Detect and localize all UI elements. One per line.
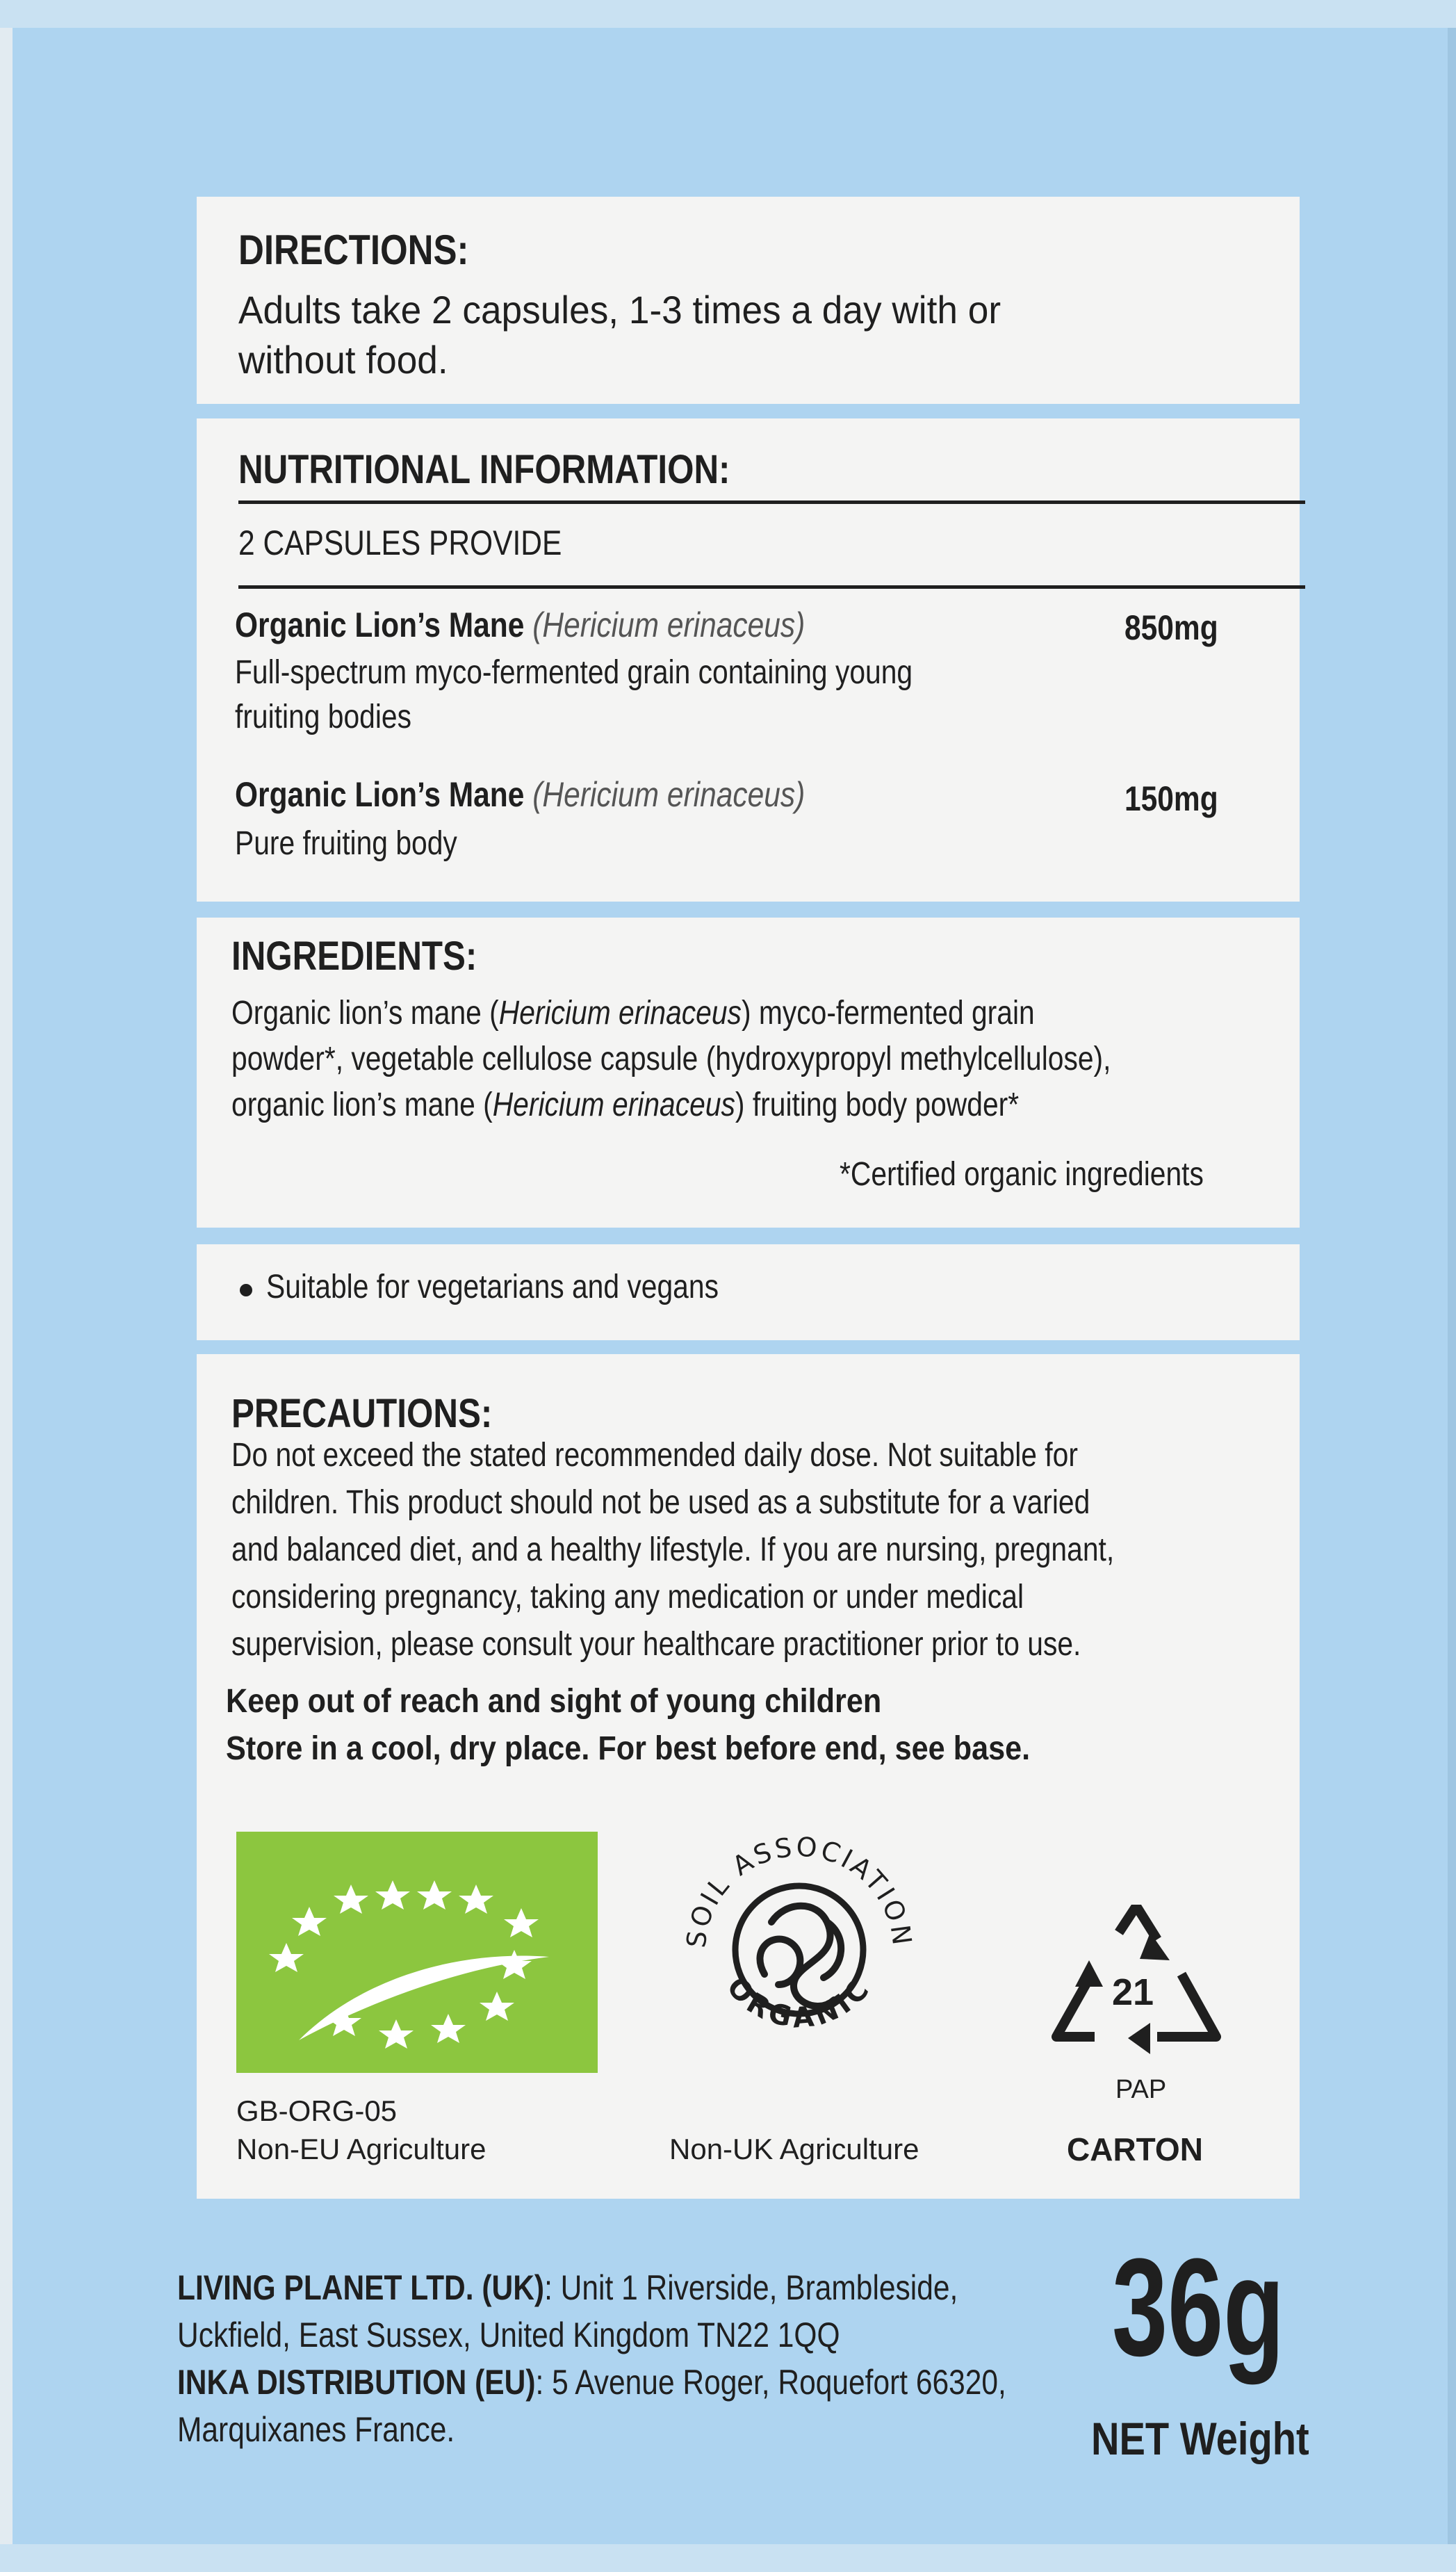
ingredients-text: organic lion’s mane ( [231,1086,493,1123]
ingredients-latin: Hericium erinaceus [492,1086,735,1123]
eu-leaf-stars-icon [236,1832,598,2073]
nutrient-desc-line-1: Full-spectrum myco-fermented grain containing young [235,654,913,691]
ingredients-footnote: *Certified organic ingredients [840,1156,1204,1193]
net-weight-label: NET Weight [1091,2413,1309,2464]
recycle-material-text: CARTON [1067,2131,1203,2167]
uk-company-address: : Unit 1 Riverside, Brambleside, [544,2268,958,2307]
soil-association-icon [667,1818,931,2082]
svg-text:ORGANIC [721,1971,878,2035]
soil-organic-word: ORGANIC [720,1971,878,2035]
eu-company-address: : 5 Avenue Roger, Roquefort 66320, [535,2363,1006,2402]
carton-right-edge [1448,0,1456,2572]
nutrition-heading: NUTRITIONAL INFORMATION: [238,447,730,492]
carton-bottom-edge [0,2544,1456,2572]
ingredients-heading: INGREDIENTS: [231,934,477,979]
nutrition-subheading: 2 CAPSULES PROVIDE [238,523,562,562]
precautions-line-2: children. This product should not be used as a substitute for a varied [231,1484,1090,1521]
carton-top-edge [0,0,1456,28]
uk-company-line-1 [177,2268,958,2308]
nutrient-amount: 850mg [1124,608,1218,647]
uk-company-line-2: Uckfield, East Sussex, United Kingdom TN22 1QQ [177,2315,840,2354]
suitability-text: Suitable for vegetarians and vegans [266,1269,719,1305]
bullet-icon [240,1284,252,1296]
uk-agriculture-text: Non-UK Agriculture [669,2133,919,2165]
nutrient-latin: (Hericium erinaceus) [532,775,805,814]
precautions-line-3: and balanced diet, and a healthy lifestyle. If you are nursing, pregnant, [231,1531,1115,1568]
ingredients-text: Organic lion’s mane ( [231,995,499,1032]
carton-left-edge [0,0,13,2572]
ingredients-line-2: powder*, vegetable cellulose capsule (hydroxypropyl methylcellulose), [231,1041,1111,1077]
suitability-panel [197,1244,1300,1340]
nutrient-name: Organic Lion’s Mane [235,775,525,814]
nutrient-desc-line-1: Pure fruiting body [235,825,457,862]
recycle-code: PAP [1115,2075,1167,2104]
ingredients-text: ) myco-fermented grain [741,995,1035,1032]
eu-organic-leaf-logo [236,1832,598,2073]
directions-line-1: Adults take 2 capsules, 1-3 times a day with or [238,288,1001,332]
precautions-line-1: Do not exceed the stated recommended daily dose. Not suitable for [231,1437,1078,1474]
directions-panel [197,197,1300,404]
precautions-children-warning: Keep out of reach and sight of young children [226,1683,882,1720]
uk-company-name: LIVING PLANET LTD. (UK) [177,2268,545,2307]
ingredients-latin: Hericium erinaceus [498,995,742,1032]
nutrient-line [235,605,805,645]
svg-text:SOIL ASSOCIATION [681,1831,918,1949]
nutrition-panel [197,418,1300,902]
ingredients-text: ) fruiting body powder* [735,1086,1020,1123]
nutrient-name: Organic Lion’s Mane [235,605,525,644]
nutrient-amount: 150mg [1124,779,1218,818]
precautions-line-5: supervision, please consult your healthcare practitioner prior to use. [231,1626,1081,1663]
eu-certification-code: GB-ORG-05 [236,2094,398,2127]
net-weight-value: 36g [1112,2230,1285,2385]
soil-ring-text: SOIL ASSOCIATION [680,1831,918,1950]
nutrient-latin: (Hericium erinaceus) [532,605,805,644]
nutrient-desc-line-2: fruiting bodies [235,699,412,735]
ingredients-line-3 [231,1086,1019,1124]
ingredients-panel [197,918,1300,1228]
nutrition-rule-bottom [238,585,1305,589]
precautions-heading: PRECAUTIONS: [231,1391,493,1436]
recycle-number: 21 [1112,1971,1154,2013]
directions-line-2: without food. [238,338,448,382]
nutrient-line [235,774,805,815]
eu-company-name: INKA DISTRIBUTION (EU) [177,2363,536,2402]
soil-association-logo [667,1818,931,2082]
directions-heading: DIRECTIONS: [238,227,469,273]
precautions-storage: Store in a cool, dry place. For best before end, see base. [226,1730,1031,1767]
precautions-line-4: considering pregnancy, taking any medication or under medical [231,1579,1024,1615]
ingredients-line-1 [231,994,1035,1032]
eu-company-line-1 [177,2362,1006,2402]
eu-agriculture-text: Non-EU Agriculture [236,2133,486,2165]
eu-company-line-2: Marquixanes France. [177,2410,455,2449]
nutrition-rule-top [238,500,1305,504]
